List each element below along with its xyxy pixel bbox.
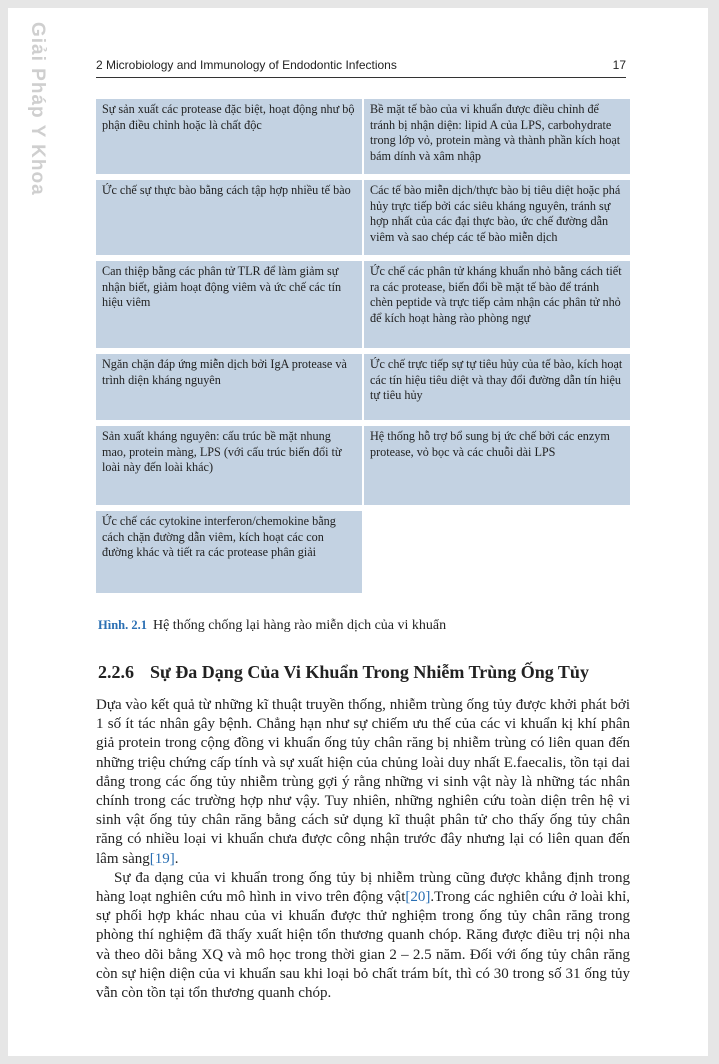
evasion-table: [96, 99, 629, 593]
paragraph-text: .Trong các nghiên cứu ở loài khỉ, sự phối hợp khác nhau của vi khuẩn được thử nghiệm trong ống tủy chân răng trong phòng thí nghiệm đã thấy xuất hiện tổn thương quanh chóp. Răng được điều trị nội nha và theo dõi bằng XQ và mô học trong thời gian 2 – 2.5 năm. Đối với ống tủy chân răng còn sự hiện diện của vi khuẩn sau khi loại bỏ chất trám bít, thì có 30 trong số 31 ống tủy vẫn còn tồn tại tổn thương quanh chóp.: [96, 889, 630, 1002]
paragraph: [96, 869, 630, 1003]
table-cell: Sản xuất kháng nguyên: cấu trúc bề mặt nhung mao, protein màng, LPS (với cấu trúc biến đổi từ loài này đến loài khác): [96, 426, 362, 505]
section-heading: [98, 662, 589, 683]
table-cell: Ngăn chặn đáp ứng miễn dịch bởi IgA protease và trình diện kháng nguyên: [96, 354, 362, 420]
body-text: [96, 696, 630, 1003]
paragraph-text: Sự đa dạng của vi khuẩn trong ống tủy bị nhiễm trùng cũng được khẳng định trong hàng loạt nghiên cứu mô hình in vivo trên động vật: [96, 869, 630, 906]
table-cell: Sự sản xuất các protease đặc biệt, hoạt động như bộ phận điều chỉnh hoặc là chất độc: [96, 99, 362, 174]
paragraph-text: .: [174, 850, 179, 867]
table-cell: Hệ thống hỗ trợ bổ sung bị ức chế bởi các enzym protease, vỏ bọc và các chuỗi dài LPS: [364, 426, 630, 505]
table-cell: Các tế bào miễn dịch/thực bào bị tiêu diệt hoặc phá hủy trực tiếp bởi các siêu kháng nguyên, tránh sự hợp nhất của các đại thực bào, ức chế đường dẫn viêm và sao chép các tế bào miễn dịch: [364, 180, 630, 255]
chapter-title: 2 Microbiology and Immunology of Endodontic Infections: [96, 58, 397, 72]
figure-caption: [98, 618, 446, 634]
table-cell: Ức chế các phân tử kháng khuẩn nhỏ bằng cách tiết ra các protease, biến đổi bề mặt tế bào để tránh chèn peptide và trực tiếp cảm nhận các phân tử nhỏ để kích hoạt hàng rào phòng ngự: [364, 261, 630, 348]
paragraph-text: Dựa vào kết quả từ những kĩ thuật truyền thống, nhiễm trùng ống tủy được khởi phát bởi 1 số ít tác nhân gây bệnh. Chẳng hạn như sự chiếm ưu thế của các vi khuẩn kị khí phân giả protein trong cộng đồng vi khuẩn ống tủy chân răng bị nhiễm trùng có liên quan đến những triệu chứng cấp tính và sự xuất hiện của chủng loài duy nhất E.faecalis, tồn tại dai dẳng trong các ống tủy nhiễm trùng gợi ý rằng những vi sinh vật này là những tác nhân chính trong các trường hợp như vậy. Tuy nhiên, những nghiên cứu toàn diện trên hệ vi sinh vật ống tủy chân răng bằng cách sử dụng kĩ thuật phân tử cho thấy ống tủy chân răng có nhiều loại vi khuẩn chưa được công nhận trước đây nhưng lại có liên quan đến lâm sàng: [96, 697, 630, 867]
paragraph: [96, 696, 630, 869]
table-cell: Can thiệp bằng các phân tử TLR để làm giảm sự nhận biết, giảm hoạt động viêm và ức chế các tín hiệu viêm: [96, 261, 362, 348]
page-number: 17: [612, 58, 626, 72]
caption-text: Hệ thống chống lại hàng rào miễn dịch của vi khuẩn: [152, 618, 447, 633]
section-title: Sự Đa Dạng Của Vi Khuẩn Trong Nhiễm Trùng Ống Tủy: [150, 662, 589, 682]
watermark: Giải Pháp Y Khoa: [27, 22, 48, 196]
table-cell: Ức chế các cytokine interferon/chemokine bằng cách chặn đường dẫn viêm, kích hoạt các con đường khác và tiết ra các protease phân giải: [96, 511, 362, 593]
table-cell: Ức chế trực tiếp sự tự tiêu hủy của tế bào, kích hoạt các tín hiệu tiêu diệt và thay đổi đường dẫn tín hiệu tự tiêu hủy: [364, 354, 630, 420]
citation-link[interactable]: [19]: [149, 850, 175, 867]
table-cell: Ức chế sự thực bào bằng cách tập hợp nhiều tế bào: [96, 180, 362, 255]
citation-link[interactable]: [20]: [405, 889, 431, 906]
document-page: [8, 8, 708, 1056]
table-cell: Bề mặt tế bào của vi khuẩn được điều chỉnh để tránh bị nhận diện: lipid A của LPS, carbohydrate trong lớp vỏ, protein màng và thành phần kích hoạt bám dính và xâm nhập: [364, 99, 630, 174]
running-header: [96, 58, 626, 78]
section-number: 2.2.6: [98, 662, 134, 682]
table-cell-empty: [364, 511, 630, 593]
caption-label: Hình. 2.1: [98, 618, 147, 632]
